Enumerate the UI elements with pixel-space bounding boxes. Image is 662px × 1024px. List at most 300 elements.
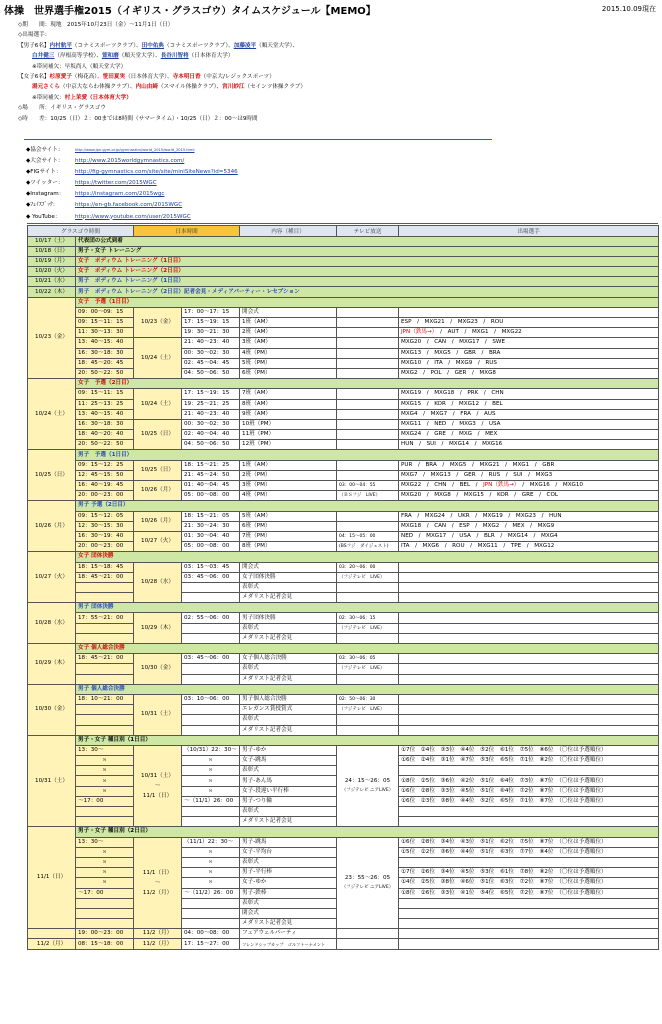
- tv-broadcast: [337, 511, 399, 521]
- event-title-cell: 男子 ポディウム トレーニング（1日目）: [76, 277, 659, 287]
- col-tv: テレビ放送: [337, 226, 399, 237]
- event-content: 12班（PM）: [240, 440, 337, 450]
- athletes-cell: [399, 705, 659, 715]
- glasgow-time: ｓ: [76, 857, 134, 867]
- table-row: [28, 430, 659, 440]
- date-cell: [28, 929, 76, 939]
- japan-time: 03：10～06：00: [182, 694, 240, 704]
- athletes-cell: MXG2 / POL / GER / MXG8: [399, 368, 659, 378]
- tv-broadcast: [337, 582, 399, 592]
- table-row: [28, 582, 659, 592]
- japan-date: [134, 837, 182, 929]
- tv-time: 24：15～26：05: [344, 778, 391, 785]
- table-row: [28, 623, 659, 633]
- event-content: メダリスト記者会見: [240, 919, 337, 929]
- section-title: 男子・女子 種目別（2日目）: [76, 827, 659, 837]
- event-content: 3班（AM）: [240, 338, 337, 348]
- glasgow-time: [76, 582, 134, 592]
- date-cell: 10/24（土）: [28, 379, 76, 450]
- event-content: 表彰式: [240, 807, 337, 817]
- japan-time: 03：15～03：45: [182, 562, 240, 572]
- athletes-cell: MXG20 / CAN / MXG17 / SWE: [399, 338, 659, 348]
- table-row: [28, 572, 659, 582]
- table-row: [28, 297, 659, 307]
- glasgow-time: [76, 725, 134, 735]
- japan-date-line: ～: [154, 879, 161, 886]
- time-diff-line: ◇時 差：10/25（日）２：00までは8時間（サマータイム）・10/25（日）２：00～は9時間: [18, 115, 258, 122]
- glasgow-time: 12：45～15：50: [76, 470, 134, 480]
- section-title: 女子 個人総合決勝: [76, 644, 659, 654]
- event-content: 8班（PM）: [240, 542, 337, 552]
- event-content: 男子個人総合決勝: [240, 694, 337, 704]
- date-cell: 10/31（土）: [28, 735, 76, 827]
- glasgow-time: 19：00～23：00: [76, 929, 134, 939]
- table-row: [28, 409, 659, 419]
- col-japan-time: 日本時間: [134, 226, 240, 237]
- athletes-cell: ①7位 ②6位 ③4位 ④5位 ⑤3位 ⑥1位 ⑦8位 ⑧2位 （〇位は予選順位）: [399, 868, 659, 878]
- fig-link[interactable]: http://fig-gymnastics.com/site/site/miniSiteNews?id=5346: [75, 169, 238, 176]
- glasgow-time: ｓ: [76, 776, 134, 786]
- japan-time: [182, 807, 240, 817]
- date-cell: 10/25（日）: [28, 450, 76, 501]
- japan-time: [182, 674, 240, 684]
- event-content: メダリスト記者会見: [240, 633, 337, 643]
- table-row: [28, 745, 659, 755]
- japan-time: 18：15～21：25: [182, 460, 240, 470]
- table-row: [28, 603, 659, 613]
- event-content: 男子-平行棒: [240, 868, 337, 878]
- athletes-cell: MXG10 / ITA / MXG9 / RUS: [399, 358, 659, 368]
- table-row: [28, 267, 659, 277]
- japan-time: 19：25～21：25: [182, 399, 240, 409]
- tv-broadcast: [337, 593, 399, 603]
- athletes-cell: [399, 623, 659, 633]
- tv-broadcast: [337, 318, 399, 328]
- event-content: 男子-つり輪: [240, 796, 337, 806]
- col-glasgow-time: グラスゴウ時間: [28, 226, 134, 237]
- glasgow-time: ～17：00: [76, 796, 134, 806]
- table-row: [28, 521, 659, 531]
- athletes-cell: MXG22 / CHN / BEL / JPN（鉄馬→） / MXG16 / MXG10: [399, 481, 659, 491]
- page-title: 体操 世界選手権2015（イギリス・グラスゴウ）タイムスケジュール【MEMO】: [4, 6, 376, 17]
- japan-time: ～（11/1）26：00: [182, 796, 240, 806]
- table-row: [28, 929, 659, 939]
- tv-channel: （フジテレビ ニアLIVE）: [341, 788, 394, 794]
- link-row: ◆ YouTube： https://www.youtube.com/user/2015WGC: [26, 213, 191, 220]
- event-content: 女子個人総合決勝: [240, 654, 337, 664]
- event-content: メダリスト記者会見: [240, 817, 337, 827]
- table-row: [28, 837, 659, 847]
- event-content: 表彰式: [240, 857, 337, 867]
- japan-time: [182, 705, 240, 715]
- event-content: 開会式: [240, 307, 337, 317]
- athletes-cell: MXG11 / NED / MXG3 / USA: [399, 419, 659, 429]
- japan-time: [182, 593, 240, 603]
- japan-time: 17：15～19：15: [182, 318, 240, 328]
- tv-broadcast: [337, 348, 399, 358]
- japan-date-line: ～: [154, 783, 161, 790]
- glasgow-time: 16：30～18：30: [76, 348, 134, 358]
- table-row: [28, 399, 659, 409]
- athletes-cell: [399, 613, 659, 623]
- glasgow-time: 13：40～15：40: [76, 338, 134, 348]
- event-content: 女子-ゆか: [240, 878, 337, 888]
- glasgow-time: 20：50～22：50: [76, 368, 134, 378]
- glasgow-time: ｓ: [76, 878, 134, 888]
- divider-top: [24, 139, 492, 140]
- japan-date: 10/26（月）: [134, 481, 182, 501]
- japan-date: 10/30（金）: [134, 654, 182, 685]
- event-content: 7班（PM）: [240, 531, 337, 541]
- tv-broadcast: [337, 440, 399, 450]
- athletes-cell: MXG24 / GRE / MXG / MEX: [399, 430, 659, 440]
- japan-time: 04：50～06：50: [182, 368, 240, 378]
- section-title: 男子 団体決勝: [76, 603, 659, 613]
- date-cell: 10/17（土）: [28, 236, 76, 246]
- japan-time: 21：30～24：30: [182, 521, 240, 531]
- athletes-cell: [399, 817, 659, 827]
- athletes-cell: ①7位 ②4位 ③3位 ④4位 ⑤2位 ⑥1位 ⑦5位 ⑧6位 （〇位は予選順位）: [399, 745, 659, 755]
- japan-time: （10/31）22：30～: [182, 745, 240, 755]
- table-row: [28, 328, 659, 338]
- table-row: [28, 481, 659, 491]
- glasgow-time: [76, 898, 134, 908]
- athletes-cell: [399, 562, 659, 572]
- tv-broadcast: [337, 725, 399, 735]
- japan-date: 10/23（金）: [134, 307, 182, 338]
- event-content: 5班（AM）: [240, 511, 337, 521]
- twitter-link[interactable]: https://twitter.com/2015WGC: [75, 180, 157, 187]
- table-row: [28, 531, 659, 541]
- event-site-link[interactable]: http://www.2015worldgymnastics.com/: [75, 158, 185, 165]
- glasgow-time: 17：55～21：00: [76, 613, 134, 623]
- japan-time: ｓ: [182, 766, 240, 776]
- tv-broadcast: 03：30～06：05: [337, 654, 399, 664]
- glasgow-time: [76, 664, 134, 674]
- section-title: 男子 予選（1日目）: [76, 450, 659, 460]
- athletes-cell: [399, 664, 659, 674]
- glasgow-time: 18：45～20：45: [76, 358, 134, 368]
- tv-broadcast: 04：15～05：00: [337, 531, 399, 541]
- event-content: 9班（AM）: [240, 409, 337, 419]
- glasgow-time: [76, 674, 134, 684]
- glasgow-time: 16：40～19：45: [76, 481, 134, 491]
- japan-time: ｓ: [182, 857, 240, 867]
- event-content: 表彰式: [240, 715, 337, 725]
- glasgow-time: [76, 715, 134, 725]
- athletes-cell: [399, 674, 659, 684]
- athletes-cell: ESP / MXG21 / MXG23 / ROU: [399, 318, 659, 328]
- athletes-cell: [399, 572, 659, 582]
- japan-time: 05：00～08：00: [182, 542, 240, 552]
- tv-broadcast: [337, 409, 399, 419]
- athletes-cell: MXG19 / MXG18 / PRK / CHN: [399, 389, 659, 399]
- event-content: 閉会式: [240, 908, 337, 918]
- tv-broadcast: [337, 470, 399, 480]
- tv-broadcast: 03：00～04：55: [337, 481, 399, 491]
- event-content: フェアウェルパーティ: [240, 929, 337, 939]
- youtube-link[interactable]: https://www.youtube.com/user/2015WGC: [75, 213, 191, 220]
- japan-time: ｓ: [182, 878, 240, 888]
- glasgow-time: 09：15～12：25: [76, 460, 134, 470]
- japan-time: [182, 725, 240, 735]
- table-row: [28, 338, 659, 348]
- athletes-cell: [399, 654, 659, 664]
- table-row: [28, 440, 659, 450]
- table-row: [28, 511, 659, 521]
- athletes-cell: [399, 929, 659, 939]
- glasgow-time: 18：45～21：00: [76, 654, 134, 664]
- date-cell: 10/29（木）: [28, 644, 76, 685]
- tv-broadcast: [337, 389, 399, 399]
- tv-broadcast: 02：50～06：30: [337, 694, 399, 704]
- tv-broadcast: [337, 419, 399, 429]
- glasgow-time: 18：15～18：45: [76, 562, 134, 572]
- table-row: [28, 419, 659, 429]
- link-row: ◆ﾌｪｲｽﾌﾞｯｸ： https://en-gb.facebook.com/2015WGC: [26, 202, 183, 209]
- women-line-1: 【女子6名】杉原愛子（梅花高）、笹田夏実（日本体育大学）、寺本明日香（中京大/レジックスポーツ）: [18, 73, 275, 80]
- table-row: [28, 694, 659, 704]
- tv-broadcast: [337, 837, 399, 929]
- tv-broadcast: [337, 358, 399, 368]
- table-row: [28, 674, 659, 684]
- table-row: [28, 725, 659, 735]
- glasgow-time: [76, 623, 134, 633]
- glasgow-time: ～17：00: [76, 888, 134, 898]
- section-title: 女子 予選（1日目）: [76, 297, 659, 307]
- event-content: 2班（PM）: [240, 470, 337, 480]
- athletes-cell: PUR / BRA / MXG5 / MXG21 / MXG1 / GBR: [399, 460, 659, 470]
- japan-date-line: 11/1（日）: [142, 869, 173, 876]
- athletes-cell: MXG4 / MXG7 / FRA / AUS: [399, 409, 659, 419]
- event-content: 表彰式: [240, 766, 337, 776]
- section-title: 男子 個人総合決勝: [76, 684, 659, 694]
- athletes-cell: ①8位 ②5位 ③6位 ④2位 ⑤1位 ⑥4位 ⑦3位 ⑧7位 （〇位は予選順位）: [399, 776, 659, 786]
- date-cell: 10/22（木）: [28, 287, 76, 297]
- event-content: 男子-鉄棒: [240, 888, 337, 898]
- tv-broadcast: [337, 328, 399, 338]
- event-content: 女子-平均台: [240, 847, 337, 857]
- athletes-cell: [399, 715, 659, 725]
- jga-link[interactable]: http://www.jpn-gym.or.jp/gymnastics/world_2015/world_2015.html: [75, 148, 195, 152]
- glasgow-time: [76, 919, 134, 929]
- table-row: [28, 633, 659, 643]
- event-content: 8班（AM）: [240, 399, 337, 409]
- tv-broadcast: [337, 399, 399, 409]
- event-content: 男子-あん馬: [240, 776, 337, 786]
- tv-broadcast: （フジテレビ LIVE）: [337, 705, 399, 715]
- glasgow-time: 20：00～23：00: [76, 542, 134, 552]
- athletes-cell: [399, 307, 659, 317]
- japan-date-line: 11/2（月）: [142, 889, 173, 896]
- glasgow-time: 13：30～: [76, 837, 134, 847]
- event-content: 2班（AM）: [240, 328, 337, 338]
- event-content: 1班（AM）: [240, 318, 337, 328]
- athletes-cell: JPN（鉄馬→） / AUT / MXG1 / MXG22: [399, 328, 659, 338]
- event-content: 3班（PM）: [240, 481, 337, 491]
- glasgow-time: ｓ: [76, 766, 134, 776]
- athletes-cell: [399, 593, 659, 603]
- japan-time: ｓ: [182, 868, 240, 878]
- men-line-2: 白井健三（岸根高等学校）、萱和磨（順天堂大学）、長谷川智将（日本体育大学）: [32, 53, 234, 60]
- table-row: [28, 379, 659, 389]
- japan-date: 10/27（火）: [134, 531, 182, 551]
- athletes-cell: [399, 694, 659, 704]
- tv-broadcast: [337, 939, 399, 949]
- athletes-cell: [399, 857, 659, 867]
- date-cell: 10/19（月）: [28, 256, 76, 266]
- table-header-row: [28, 226, 659, 237]
- athletes-label: ◇出場選手：: [18, 32, 51, 39]
- japan-time: 21：45～24：50: [182, 470, 240, 480]
- glasgow-time: 11：30～13：30: [76, 328, 134, 338]
- japan-time: 00：30～02：30: [182, 419, 240, 429]
- japan-time: 21：40～23：40: [182, 338, 240, 348]
- glasgow-time: [76, 705, 134, 715]
- facebook-link[interactable]: https://en-gb.facebook.com/2015WGC: [75, 202, 183, 209]
- japan-time: 04：00～08：00: [182, 929, 240, 939]
- table-row: [28, 236, 659, 246]
- athletes-cell: ①5位 ②2位 ③6位 ④4位 ⑤1位 ⑥3位 ⑦7位 ⑧4位 （〇位は予選順位）: [399, 847, 659, 857]
- athletes-cell: ①6位 ②8位 ③4位 ④3位 ⑤1位 ⑥2位 ⑦5位 ⑧7位 （〇位は予選順位）: [399, 837, 659, 847]
- glasgow-time: [76, 807, 134, 817]
- table-row: [28, 460, 659, 470]
- tv-broadcast: [337, 307, 399, 317]
- event-content: 10班（PM）: [240, 419, 337, 429]
- japan-time: 02：45～04：45: [182, 358, 240, 368]
- table-row: [28, 256, 659, 266]
- tv-channel: （フジテレビ ニアLIVE）: [341, 884, 394, 890]
- table-row: [28, 664, 659, 674]
- event-content: 6班（PM）: [240, 368, 337, 378]
- table-row: [28, 562, 659, 572]
- tv-broadcast: （ＢＳフジ LIVE）: [337, 491, 399, 501]
- table-row: [28, 654, 659, 664]
- athletes-cell: ①6位 ②8位 ③3位 ④5位 ⑤1位 ⑥4位 ⑦2位 ⑧7位 （〇位は予選順位）: [399, 786, 659, 796]
- table-row: [28, 613, 659, 623]
- glasgow-time: 09：15～11：15: [76, 318, 134, 328]
- event-content: 男子-ゆか: [240, 745, 337, 755]
- date-cell: 10/21（水）: [28, 277, 76, 287]
- athletes-cell: ①6位 ②3位 ③8位 ④4位 ⑤2位 ⑥5位 ⑦1位 ⑧7位 （〇位は予選順位）: [399, 796, 659, 806]
- japan-time: 21：40～23：40: [182, 409, 240, 419]
- table-row: [28, 542, 659, 552]
- japan-date: 11/2（月）: [134, 929, 182, 939]
- japan-time: [182, 908, 240, 918]
- table-row: [28, 348, 659, 358]
- glasgow-time: 18：40～20：40: [76, 430, 134, 440]
- table-row: [28, 450, 659, 460]
- japan-date: [134, 745, 182, 827]
- tv-broadcast: [337, 674, 399, 684]
- date-cell: 10/28（水）: [28, 603, 76, 644]
- japan-time: 05：00～08：00: [182, 491, 240, 501]
- japan-time: [182, 817, 240, 827]
- japan-time: 17：15～19：15: [182, 389, 240, 399]
- event-title-cell: 男子・女子 トレーニング: [76, 246, 659, 256]
- japan-time: [182, 898, 240, 908]
- instagram-link[interactable]: https://instagram.com/2015wgc: [75, 191, 165, 198]
- japan-time: 01：30～04：40: [182, 531, 240, 541]
- tv-broadcast: 02：30～06：15: [337, 613, 399, 623]
- event-content: メダリスト記者会見: [240, 674, 337, 684]
- schedule-table: [27, 225, 659, 950]
- athletes-cell: MXG20 / MXG8 / MXG15 / KOR / GRE / COL: [399, 491, 659, 501]
- athletes-cell: FRA / MXG24 / UKR / MXG19 / MXG23 / HUN: [399, 511, 659, 521]
- section-title: 女子 団体決勝: [76, 552, 659, 562]
- japan-time: ｓ: [182, 756, 240, 766]
- event-content: 女子-段違い平行棒: [240, 786, 337, 796]
- event-content: 5班（PM）: [240, 358, 337, 368]
- japan-time: [182, 664, 240, 674]
- event-title-cell: 男子 ポディウム トレーニング（2日目）記者会見・メディアパーティー・レセプション: [76, 287, 659, 297]
- table-row: [28, 358, 659, 368]
- period-line: ◇期 間：現地 2015年10月23日（金）～11月1日（日）: [18, 22, 174, 28]
- japan-date-line: 10/31（土）: [141, 773, 174, 780]
- date-cell: 10/27（火）: [28, 552, 76, 603]
- women-line-2: 湯元さくら（中京大ならわ体操クラブ）、内山由綺（スマイル体操クラブ）、宮川紗江（セインツ体操クラブ）: [32, 84, 306, 91]
- glasgow-time: [76, 593, 134, 603]
- table-row: [28, 318, 659, 328]
- col-athletes: 出場選手: [399, 226, 659, 237]
- table-row: [28, 735, 659, 745]
- tv-broadcast: [337, 338, 399, 348]
- glasgow-time: [76, 817, 134, 827]
- japan-date: 10/25（日）: [134, 460, 182, 480]
- table-row: [28, 705, 659, 715]
- japan-time: 02：55～06：00: [182, 613, 240, 623]
- athletes-cell: ①8位 ②6位 ③3位 ④1位 ⑤4位 ⑥5位 ⑦2位 ⑧7位 （〇位は予選順位）: [399, 888, 659, 898]
- event-content: 6班（PM）: [240, 521, 337, 531]
- japan-time: 02：40～04：40: [182, 430, 240, 440]
- link-row: ◆Instagram： https://instagram.com/2015wgc: [26, 191, 165, 198]
- glasgow-time: ｓ: [76, 786, 134, 796]
- event-info: [18, 20, 658, 124]
- event-content: 男子-跳馬: [240, 837, 337, 847]
- japan-date: 10/24（土）: [134, 338, 182, 379]
- glasgow-time: ｓ: [76, 847, 134, 857]
- event-content: 表彰式: [240, 623, 337, 633]
- event-content: 男子団体決勝: [240, 613, 337, 623]
- link-row: ◆協会サイト： http://www.jpn-gym.or.jp/gymnastics/world_2015/world_2015.html: [26, 147, 195, 153]
- update-date: 2015.10.09現在: [601, 5, 656, 13]
- japan-time: [182, 623, 240, 633]
- link-row: ◆ツイッター： https://twitter.com/2015WGC: [26, 180, 157, 187]
- athletes-cell: [399, 766, 659, 776]
- athletes-cell: [399, 725, 659, 735]
- table-row: [28, 491, 659, 501]
- athletes-cell: [399, 807, 659, 817]
- athletes-cell: ITA / MXG6 / ROU / MXG11 / TPE / MXG12: [399, 542, 659, 552]
- athletes-cell: MXG13 / MXG5 / GBR / BRA: [399, 348, 659, 358]
- event-title-cell: 女子 ポディウム トレーニング（1日目）: [76, 256, 659, 266]
- tv-broadcast: [337, 430, 399, 440]
- section-title: 男子 予選（2日目）: [76, 501, 659, 511]
- event-content: 開会式: [240, 562, 337, 572]
- table-row: [28, 246, 659, 256]
- japan-time: 18：15～21：05: [182, 511, 240, 521]
- japan-time: ｓ: [182, 776, 240, 786]
- women-reserve: ※帯同補欠：村上茉愛（日本体育大学）: [32, 94, 132, 101]
- athletes-cell: [399, 919, 659, 929]
- japan-time: 04：50～06：50: [182, 440, 240, 450]
- japan-time: 17：15～27：00: [182, 939, 240, 949]
- event-content: 表彰式: [240, 664, 337, 674]
- japan-time: ｓ: [182, 786, 240, 796]
- japan-date: 10/31（土）: [134, 694, 182, 735]
- japan-time: ｓ: [182, 847, 240, 857]
- table-row: [28, 644, 659, 654]
